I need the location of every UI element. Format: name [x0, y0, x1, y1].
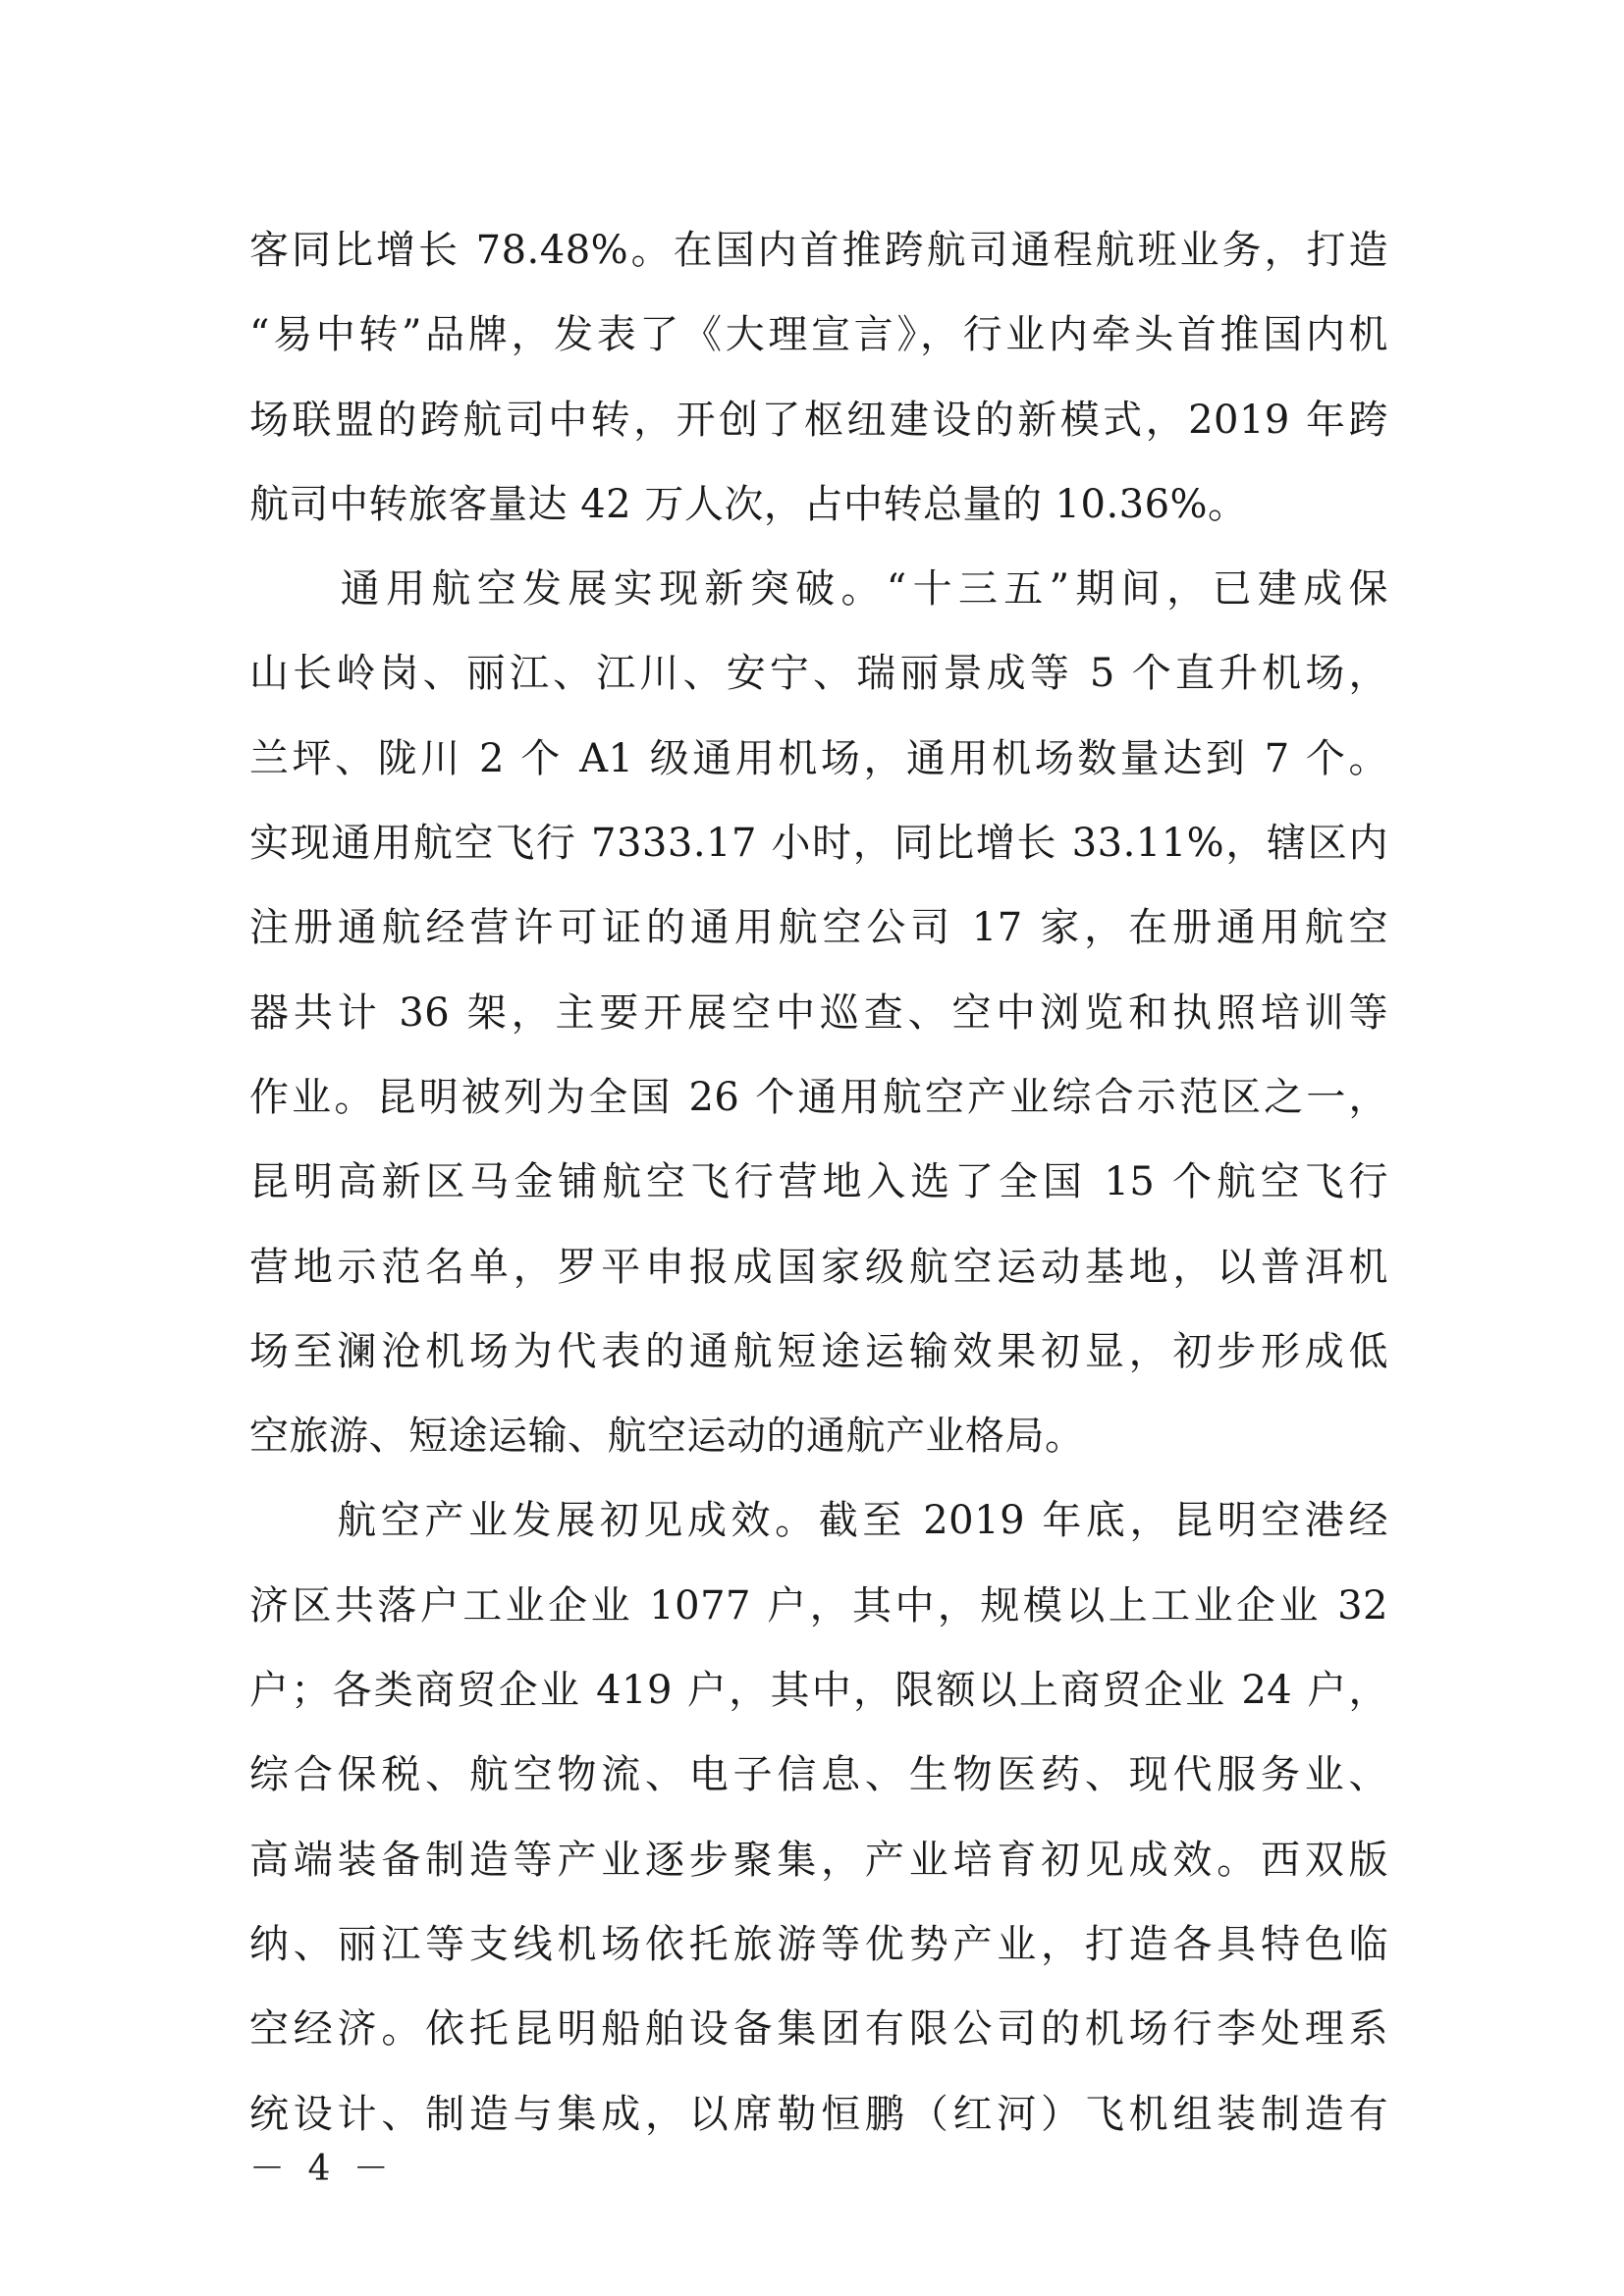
text-line: 综合保税、航空物流、电子信息、生物医药、现代服务业、: [249, 1752, 1388, 1798]
text-line: 航司中转旅客量达 42 万人次，占中转总量的 10.36%。: [249, 481, 1248, 527]
text-line: 场至澜沧机场为代表的通航短途运输效果初显，初步形成低: [249, 1328, 1388, 1374]
text-line: 兰坪、陇川 2 个 A1 级通用机场，通用机场数量达到 7 个。: [249, 735, 1388, 781]
text-line: 客同比增长 78.48%。在国内首推跨航司通程航班业务，打造: [249, 228, 1388, 273]
text-line: 户；各类商贸企业 419 户，其中，限额以上商贸企业 24 户，: [249, 1668, 1388, 1714]
text-line: 高端装备制造等产业逐步聚集，产业培育初见成效。西双版: [249, 1837, 1388, 1883]
text-line: 昆明高新区马金铺航空飞行营地入选了全国 15 个航空飞行: [249, 1159, 1388, 1205]
body-text: [249, 208, 1388, 2157]
text-line: 空旅游、短途运输、航空运动的通航产业格局。: [249, 1414, 1085, 1460]
text-line: 场联盟的跨航司中转，开创了枢纽建设的新模式，2019 年跨: [249, 397, 1388, 443]
text-line: 济区共落户工业企业 1077 户，其中，规模以上工业企业 32: [249, 1582, 1388, 1629]
text-line: 空经济。依托昆明船舶设备集团有限公司的机场行李处理系: [249, 2006, 1388, 2053]
text-line: 山长岭岗、丽江、江川、安宁、瑞丽景成等 5 个直升机场，: [249, 651, 1388, 697]
page-number: － 4 －: [249, 2149, 395, 2189]
text-line: 作业。昆明被列为全国 26 个通用航空产业综合示范区之一，: [249, 1074, 1388, 1120]
text-line: 通用航空发展实现新突破。“十三五”期间，已建成保: [249, 566, 1388, 613]
text-line: 营地示范名单，罗平申报成国家级航空运动基地，以普洱机: [249, 1244, 1388, 1290]
text-line: 统设计、制造与集成，以席勒恒鹏（红河）飞机组装制造有: [249, 2091, 1388, 2137]
text-line: 器共计 36 架，主要开展空中巡查、空中浏览和执照培训等: [249, 989, 1388, 1036]
text-line: “易中转”品牌，发表了《大理宣言》，行业内牵头首推国内机: [249, 312, 1388, 358]
text-line: 实现通用航空飞行 7333.17 小时，同比增长 33.11%，辖区内: [249, 821, 1388, 867]
text-line: 纳、丽江等支线机场依托旅游等优势产业，打造各具特色临: [249, 1921, 1388, 1967]
text-line: 航空产业发展初见成效。截至 2019 年底，昆明空港经: [249, 1498, 1388, 1544]
text-line: 注册通航经营许可证的通用航空公司 17 家，在册通用航空: [249, 905, 1388, 951]
